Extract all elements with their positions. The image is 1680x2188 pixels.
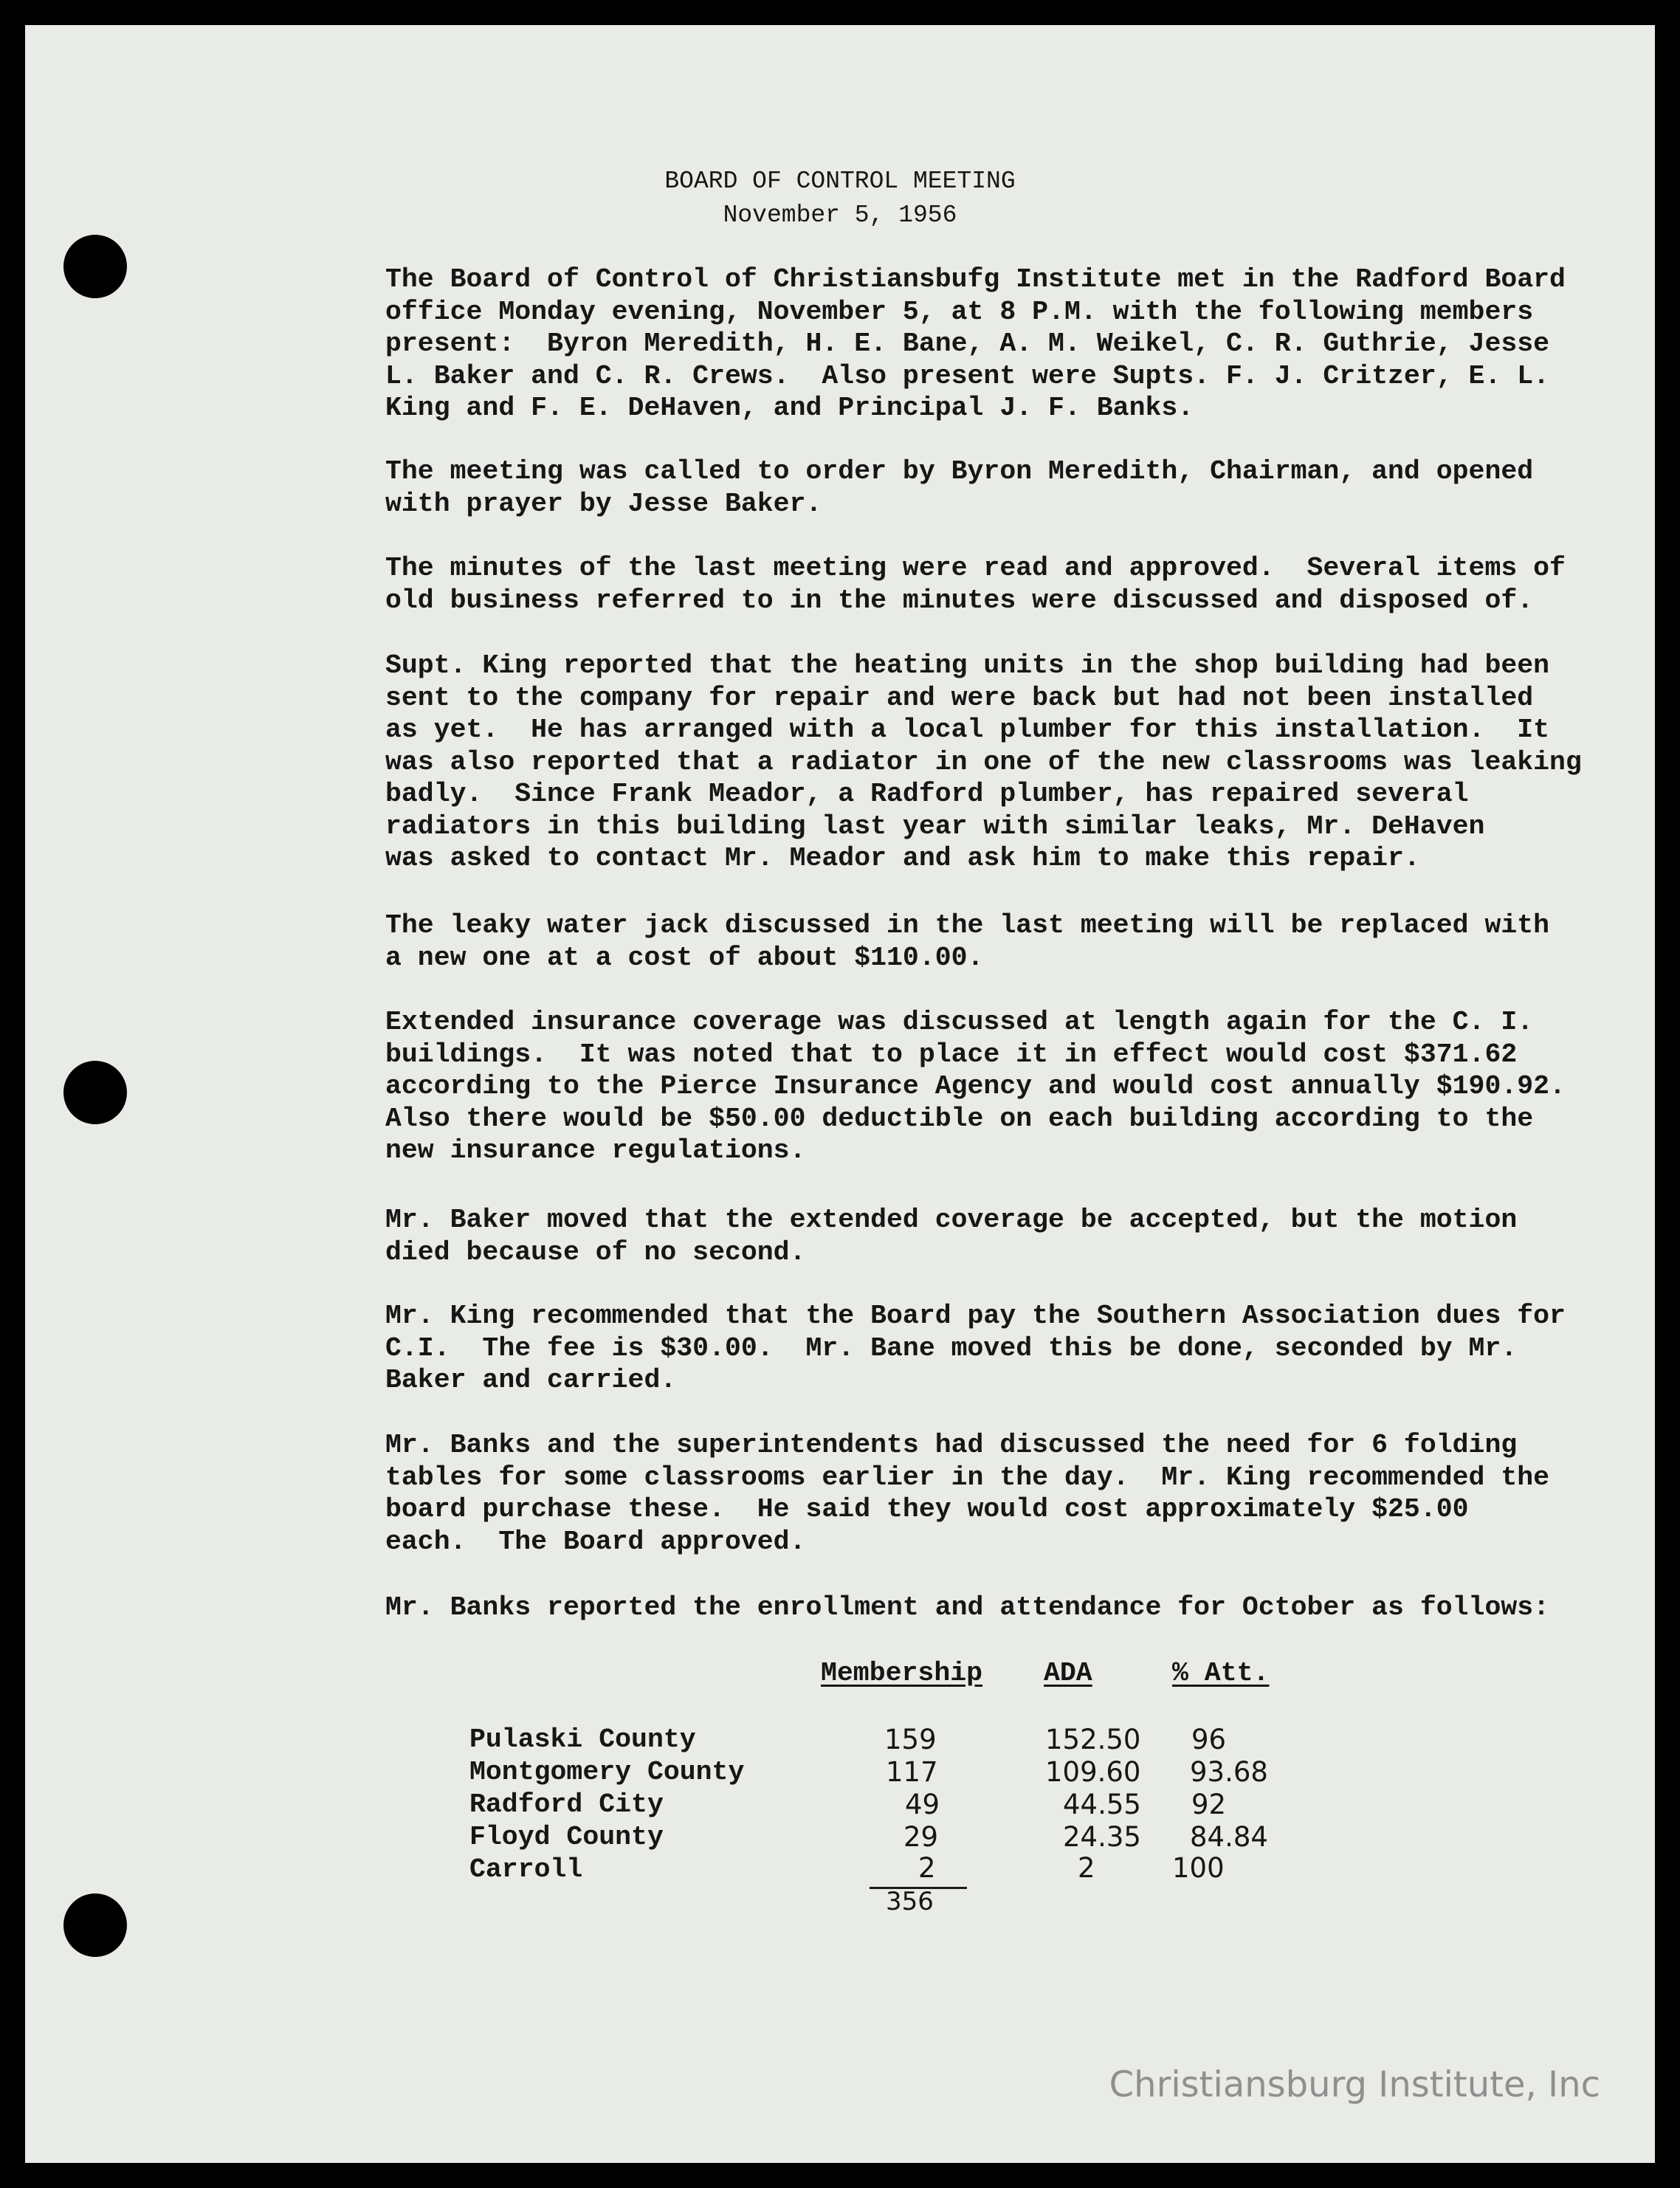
table-row-name: Pulaski County	[469, 1724, 696, 1755]
table-row-membership: 29	[903, 1821, 939, 1853]
table-row-membership: 49	[905, 1789, 940, 1820]
table-row-att: 84.84	[1190, 1821, 1268, 1853]
paragraph-folding-tables: Mr. Banks and the superintendents had discussed the need for 6 folding tables for some classrooms earlier in the day. Mr. King recommended the board purchase these. He said they would cost approximately $25.00 each. The Board approved.	[385, 1430, 1550, 1557]
table-row-name: Radford City	[469, 1789, 664, 1820]
header-att: % Att.	[1172, 1658, 1270, 1688]
paragraph-call-to-order: The meeting was called to order by Byron Meredith, Chairman, and opened with prayer by Jesse Baker.	[385, 456, 1534, 519]
table-row-ada: 24.35	[1063, 1821, 1141, 1853]
document-title: BOARD OF CONTROL MEETING	[664, 168, 1016, 195]
paragraph-minutes: The minutes of the last meeting were read and approved. Several items of old business referred to in the minutes were discussed and disposed of.	[385, 553, 1566, 616]
watermark: Christiansburg Institute, Inc	[1109, 2064, 1600, 2105]
table-row-ada: 152.50	[1045, 1724, 1141, 1755]
paragraph-enrollment-intro: Mr. Banks reported the enrollment and attendance for October as follows:	[385, 1592, 1550, 1623]
header-membership: Membership	[821, 1658, 983, 1688]
table-row-att: 100	[1172, 1852, 1225, 1884]
document-date: November 5, 1956	[723, 202, 957, 229]
table-row-membership: 117	[886, 1756, 938, 1788]
table-row-att: 96	[1191, 1724, 1227, 1755]
paragraph-motion: Mr. Baker moved that the extended coverage be accepted, but the motion died because of no second.	[385, 1205, 1518, 1267]
table-row-name: Montgomery County	[469, 1757, 745, 1787]
paragraph-heating: Supt. King reported that the heating units in the shop building had been sent to the company for repair and were back but had not been installed as yet. He has arranged with a local plumber for this installation. It was also reported that a radiator in one of the new classrooms was leaking badly. Since Frank Meador, a Radford plumber, has repaired several radiators in this building last year with similar leaks, Mr. DeHaven was asked to contact Mr. Meador and ask him to make this repair.	[385, 650, 1582, 873]
table-row-att: 93.68	[1190, 1756, 1268, 1788]
table-row-name: Carroll	[469, 1854, 583, 1885]
paragraph-insurance: Extended insurance coverage was discussed at length again for the C. I. buildings. It was noted that to place it in effect would cost $371.62 according to the Pierce Insurance Agency and would cost annually $190.92. Also there would be $50.00 deductible on each building according to the new insurance regulations.	[385, 1007, 1566, 1166]
binder-hole-bottom	[63, 1893, 127, 1957]
paragraph-attendees: The Board of Control of Christiansbufg Institute met in the Radford Board office Monday evening, November 5, at 8 P.M. with the following members present: Byron Meredith, H. E. Bane, A. M. Weikel, C. R. Guthrie, Jesse L. Baker and C. R. Crews. Also present were Supts. F. J. Critzer, E. L. King and F. E. DeHaven, and Principal J. F. Banks.	[385, 264, 1566, 423]
table-row-ada: 44.55	[1063, 1789, 1141, 1820]
table-row-ada: 2	[1078, 1852, 1095, 1884]
table-row-ada: 109.60	[1045, 1756, 1141, 1788]
header-ada: ADA	[1044, 1658, 1092, 1688]
membership-total: 356	[886, 1887, 934, 1916]
table-row-membership: 159	[884, 1724, 937, 1755]
table-row-att: 92	[1191, 1789, 1227, 1820]
table-row-membership: 2	[918, 1852, 936, 1884]
paragraph-association-dues: Mr. King recommended that the Board pay the Southern Association dues for C.I. The fee is $30.00. Mr. Bane moved this be done, seconded by Mr. Baker and carried.	[385, 1301, 1566, 1395]
binder-hole-top	[63, 235, 127, 298]
table-row-name: Floyd County	[469, 1822, 664, 1852]
paragraph-water-jack: The leaky water jack discussed in the last meeting will be replaced with a new one at a cost of about $110.00.	[385, 910, 1550, 973]
binder-hole-middle	[63, 1061, 127, 1124]
